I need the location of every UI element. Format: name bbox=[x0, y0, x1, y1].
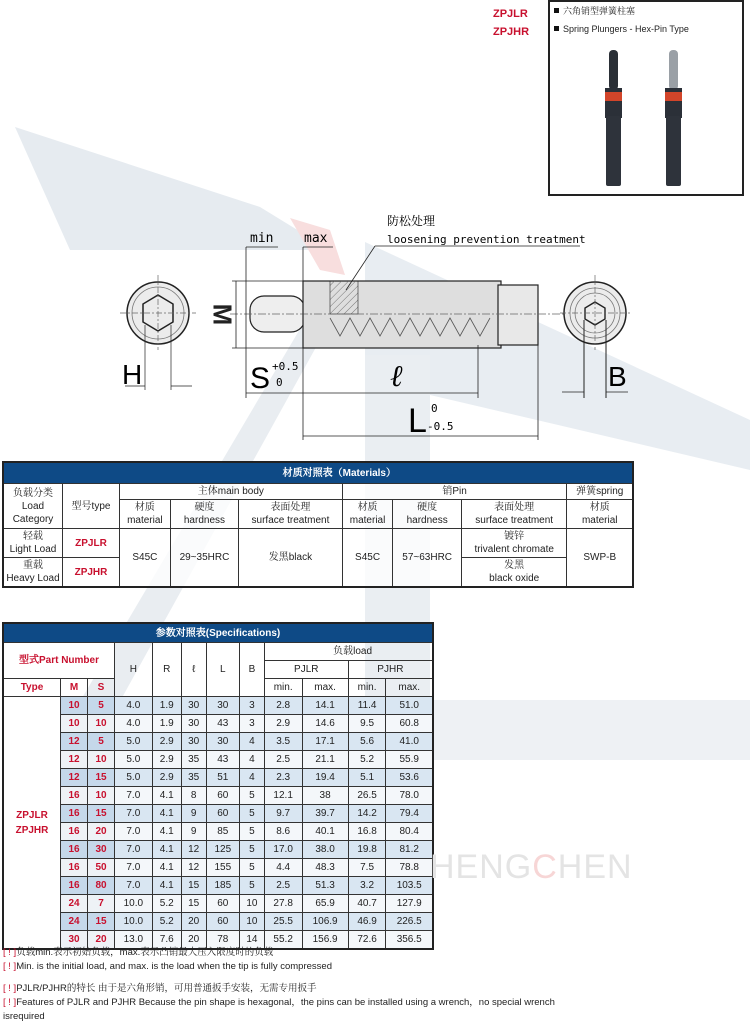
body-surface-header: 表面处理 surface treatment bbox=[239, 500, 343, 529]
watermark-logo: HENGCHEN bbox=[430, 848, 633, 886]
annotation-cn: 防松处理 bbox=[387, 214, 436, 228]
type-zpjlr: ZPJLR bbox=[63, 529, 120, 558]
value-cell: 7.0 bbox=[115, 877, 153, 895]
value-cell: 4 bbox=[240, 769, 265, 787]
value-cell: 30 bbox=[206, 733, 239, 751]
value-cell: 7.0 bbox=[115, 787, 153, 805]
body-material-header: 材质 material bbox=[120, 500, 171, 529]
m-cell: 16 bbox=[61, 787, 88, 805]
m-cell: 16 bbox=[61, 823, 88, 841]
value-cell: 3 bbox=[240, 697, 265, 715]
product-photo-box bbox=[548, 0, 744, 196]
value-cell: 35 bbox=[181, 769, 206, 787]
value-cell: 12 bbox=[181, 859, 206, 877]
spring-material: SWP-B bbox=[567, 529, 633, 588]
col-M: M bbox=[61, 679, 88, 697]
col-B: B bbox=[240, 643, 265, 697]
value-cell: 13.0 bbox=[115, 931, 153, 950]
body-hardness: 29~35HRC bbox=[170, 529, 238, 588]
value-cell: 15 bbox=[181, 877, 206, 895]
specs-title: 参数对照表(Specifications) bbox=[3, 623, 433, 643]
spring-group: 弹簧spring bbox=[567, 484, 633, 500]
s-cell: 15 bbox=[88, 805, 115, 823]
value-cell: 7.0 bbox=[115, 859, 153, 877]
value-cell: 1.9 bbox=[152, 697, 181, 715]
value-cell: 43 bbox=[206, 751, 239, 769]
table-row bbox=[3, 715, 433, 733]
value-cell: 9 bbox=[181, 823, 206, 841]
value-cell: 85 bbox=[206, 823, 239, 841]
value-cell: 5.0 bbox=[115, 751, 153, 769]
value-cell: 2.9 bbox=[152, 751, 181, 769]
value-cell: 5.2 bbox=[152, 913, 181, 931]
dim-H-label: H bbox=[122, 359, 143, 390]
pin-group: 销Pin bbox=[342, 484, 567, 500]
plunger-silver-pin bbox=[665, 50, 682, 186]
technical-drawing bbox=[0, 200, 750, 450]
value-cell: 5.6 bbox=[348, 733, 386, 751]
value-cell: 38 bbox=[302, 787, 348, 805]
value-cell: 30 bbox=[181, 733, 206, 751]
note-1-en: [ ! ]Min. is the initial load, and max. is the load when the tip is fully compressed bbox=[3, 961, 332, 972]
value-cell: 4.1 bbox=[152, 787, 181, 805]
value-cell: 156.9 bbox=[302, 931, 348, 950]
heavy-load-cell: 重载 Heavy Load bbox=[3, 558, 63, 588]
pjlr-max-header: max. bbox=[302, 679, 348, 697]
value-cell: 15 bbox=[181, 895, 206, 913]
value-cell: 5 bbox=[240, 823, 265, 841]
value-cell: 2.8 bbox=[264, 697, 302, 715]
s-cell: 30 bbox=[88, 841, 115, 859]
value-cell: 9 bbox=[181, 805, 206, 823]
value-cell: 65.9 bbox=[302, 895, 348, 913]
dim-S-label: S bbox=[250, 362, 271, 395]
m-cell: 12 bbox=[61, 733, 88, 751]
table-row bbox=[3, 877, 433, 895]
value-cell: 2.3 bbox=[264, 769, 302, 787]
value-cell: 106.9 bbox=[302, 913, 348, 931]
col-S: S bbox=[88, 679, 115, 697]
value-cell: 79.4 bbox=[386, 805, 433, 823]
pin-hardness-header: 硬度 hardness bbox=[393, 500, 461, 529]
value-cell: 5 bbox=[240, 877, 265, 895]
value-cell: 4.1 bbox=[152, 841, 181, 859]
pjhr-min-header: min. bbox=[348, 679, 386, 697]
value-cell: 5.2 bbox=[152, 895, 181, 913]
value-cell: 1.9 bbox=[152, 715, 181, 733]
product-codes bbox=[493, 5, 529, 41]
table-row bbox=[3, 751, 433, 769]
note-2-cn: [ ! ]PJLR/PJHR的特长 由于是六角形销，可用普通扳手安装，无需专用扳手 bbox=[3, 983, 317, 994]
value-cell: 185 bbox=[206, 877, 239, 895]
pin-surface-header: 表面处理 surface treatment bbox=[461, 500, 567, 529]
s-cell: 20 bbox=[88, 823, 115, 841]
value-cell: 17.0 bbox=[264, 841, 302, 859]
spring-material-header: 材质 material bbox=[567, 500, 633, 529]
value-cell: 14 bbox=[240, 931, 265, 950]
value-cell: 3.2 bbox=[348, 877, 386, 895]
value-cell: 3 bbox=[240, 715, 265, 733]
s-cell: 10 bbox=[88, 715, 115, 733]
value-cell: 8.6 bbox=[264, 823, 302, 841]
pjlr-min-header: min. bbox=[264, 679, 302, 697]
value-cell: 7.0 bbox=[115, 805, 153, 823]
value-cell: 4.0 bbox=[115, 697, 153, 715]
value-cell: 19.8 bbox=[348, 841, 386, 859]
value-cell: 20 bbox=[181, 931, 206, 950]
note-2-en: [ ! ]Features of PJLR and PJHR Because the pin shape is hexagonal，the pins can be installed using a wrench，no special wrench isrequired bbox=[3, 997, 555, 1022]
col-H: H bbox=[115, 643, 153, 697]
value-cell: 7.6 bbox=[152, 931, 181, 950]
table-row bbox=[3, 733, 433, 751]
value-cell: 5.1 bbox=[348, 769, 386, 787]
value-cell: 26.5 bbox=[348, 787, 386, 805]
light-load-cell: 轻载 Light Load bbox=[3, 529, 63, 558]
value-cell: 21.1 bbox=[302, 751, 348, 769]
value-cell: 60.8 bbox=[386, 715, 433, 733]
value-cell: 2.5 bbox=[264, 877, 302, 895]
m-cell: 24 bbox=[61, 913, 88, 931]
m-cell: 16 bbox=[61, 805, 88, 823]
value-cell: 11.4 bbox=[348, 697, 386, 715]
dim-S-tol-upper: +0.5 bbox=[272, 360, 299, 373]
pjhr-max-header: max. bbox=[386, 679, 433, 697]
s-cell: 10 bbox=[88, 787, 115, 805]
pjhr-header: PJHR bbox=[348, 661, 433, 679]
s-cell: 15 bbox=[88, 769, 115, 787]
value-cell: 3.5 bbox=[264, 733, 302, 751]
s-cell: 7 bbox=[88, 895, 115, 913]
m-cell: 24 bbox=[61, 895, 88, 913]
value-cell: 80.4 bbox=[386, 823, 433, 841]
product-photo bbox=[550, 38, 742, 188]
value-cell: 78.8 bbox=[386, 859, 433, 877]
value-cell: 4.1 bbox=[152, 859, 181, 877]
value-cell: 127.9 bbox=[386, 895, 433, 913]
m-cell: 10 bbox=[61, 715, 88, 733]
value-cell: 9.7 bbox=[264, 805, 302, 823]
part-number-header: 型式Part Number bbox=[3, 643, 115, 679]
value-cell: 5 bbox=[240, 805, 265, 823]
value-cell: 17.1 bbox=[302, 733, 348, 751]
value-cell: 41.0 bbox=[386, 733, 433, 751]
value-cell: 4.1 bbox=[152, 823, 181, 841]
value-cell: 155 bbox=[206, 859, 239, 877]
col-L: L bbox=[206, 643, 239, 697]
plunger-body bbox=[230, 281, 600, 348]
m-cell: 16 bbox=[61, 877, 88, 895]
value-cell: 40.1 bbox=[302, 823, 348, 841]
value-cell: 38.0 bbox=[302, 841, 348, 859]
value-cell: 2.5 bbox=[264, 751, 302, 769]
m-cell: 30 bbox=[61, 931, 88, 950]
value-cell: 16.8 bbox=[348, 823, 386, 841]
body-hardness-header: 硬度 hardness bbox=[170, 500, 238, 529]
pin-surface-heavy: 发黑 black oxide bbox=[461, 558, 567, 588]
table-row bbox=[3, 823, 433, 841]
value-cell: 10.0 bbox=[115, 895, 153, 913]
value-cell: 5 bbox=[240, 859, 265, 877]
materials-table bbox=[2, 461, 634, 588]
value-cell: 25.5 bbox=[264, 913, 302, 931]
pin-material: S45C bbox=[342, 529, 393, 588]
value-cell: 356.5 bbox=[386, 931, 433, 950]
table-row bbox=[3, 697, 433, 715]
value-cell: 55.2 bbox=[264, 931, 302, 950]
value-cell: 20 bbox=[181, 913, 206, 931]
label-max: max bbox=[304, 231, 328, 246]
code-zpjlr: ZPJLR bbox=[493, 8, 528, 20]
dim-M-label: M bbox=[207, 303, 238, 326]
dim-l-label: ℓ bbox=[390, 360, 403, 393]
dim-B-label: B bbox=[608, 361, 627, 392]
value-cell: 14.6 bbox=[302, 715, 348, 733]
value-cell: 12 bbox=[181, 841, 206, 859]
value-cell: 7.5 bbox=[348, 859, 386, 877]
col-type: Type bbox=[3, 679, 61, 697]
value-cell: 103.5 bbox=[386, 877, 433, 895]
value-cell: 81.2 bbox=[386, 841, 433, 859]
value-cell: 48.3 bbox=[302, 859, 348, 877]
pin-surface-light: 镀锌 trivalent chromate bbox=[461, 529, 567, 558]
value-cell: 10.0 bbox=[115, 913, 153, 931]
value-cell: 78.0 bbox=[386, 787, 433, 805]
table-row bbox=[3, 841, 433, 859]
load-category-header: 负载分类 Load Category bbox=[3, 484, 63, 529]
type-cell: ZPJLR ZPJHR bbox=[3, 697, 61, 950]
code-zpjhr: ZPJHR bbox=[493, 26, 530, 38]
value-cell: 5.0 bbox=[115, 733, 153, 751]
value-cell: 60 bbox=[206, 913, 239, 931]
main-body-group: 主体main body bbox=[120, 484, 343, 500]
value-cell: 46.9 bbox=[348, 913, 386, 931]
m-cell: 12 bbox=[61, 769, 88, 787]
table-row bbox=[3, 859, 433, 877]
value-cell: 14.1 bbox=[302, 697, 348, 715]
value-cell: 19.4 bbox=[302, 769, 348, 787]
value-cell: 8 bbox=[181, 787, 206, 805]
value-cell: 51.0 bbox=[386, 697, 433, 715]
table-row bbox=[3, 913, 433, 931]
value-cell: 43 bbox=[206, 715, 239, 733]
value-cell: 9.5 bbox=[348, 715, 386, 733]
materials-title: 材质对照表（Materials） bbox=[3, 462, 633, 484]
specifications-table bbox=[2, 622, 434, 950]
value-cell: 125 bbox=[206, 841, 239, 859]
label-min: min bbox=[250, 231, 274, 246]
value-cell: 60 bbox=[206, 787, 239, 805]
value-cell: 5.0 bbox=[115, 769, 153, 787]
s-cell: 50 bbox=[88, 859, 115, 877]
dim-S-tol-lower: 0 bbox=[276, 376, 283, 389]
value-cell: 5 bbox=[240, 841, 265, 859]
value-cell: 51 bbox=[206, 769, 239, 787]
value-cell: 27.8 bbox=[264, 895, 302, 913]
pin-hardness: 57~63HRC bbox=[393, 529, 461, 588]
s-cell: 15 bbox=[88, 913, 115, 931]
m-cell: 16 bbox=[61, 859, 88, 877]
value-cell: 4.4 bbox=[264, 859, 302, 877]
title-cn: 六角销型弹簧柱塞 bbox=[550, 2, 742, 20]
s-cell: 10 bbox=[88, 751, 115, 769]
value-cell: 72.6 bbox=[348, 931, 386, 950]
table-row bbox=[3, 805, 433, 823]
load-group-header: 负载load bbox=[264, 643, 433, 661]
value-cell: 4.1 bbox=[152, 805, 181, 823]
value-cell: 2.9 bbox=[152, 769, 181, 787]
value-cell: 53.6 bbox=[386, 769, 433, 787]
col-R: R bbox=[152, 643, 181, 697]
value-cell: 40.7 bbox=[348, 895, 386, 913]
value-cell: 4 bbox=[240, 733, 265, 751]
m-cell: 16 bbox=[61, 841, 88, 859]
value-cell: 7.0 bbox=[115, 841, 153, 859]
value-cell: 35 bbox=[181, 751, 206, 769]
value-cell: 226.5 bbox=[386, 913, 433, 931]
pin-material-header: 材质 material bbox=[342, 500, 393, 529]
dim-L-tol-upper: 0 bbox=[431, 402, 438, 415]
value-cell: 4.1 bbox=[152, 877, 181, 895]
s-cell: 5 bbox=[88, 733, 115, 751]
plunger-black bbox=[605, 50, 622, 186]
value-cell: 12.1 bbox=[264, 787, 302, 805]
value-cell: 7.0 bbox=[115, 823, 153, 841]
table-row bbox=[3, 787, 433, 805]
m-cell: 10 bbox=[61, 697, 88, 715]
value-cell: 5 bbox=[240, 787, 265, 805]
value-cell: 55.9 bbox=[386, 751, 433, 769]
notes bbox=[3, 946, 563, 1024]
value-cell: 5.2 bbox=[348, 751, 386, 769]
table-row bbox=[3, 895, 433, 913]
s-cell: 20 bbox=[88, 931, 115, 950]
s-cell: 80 bbox=[88, 877, 115, 895]
title-en: Spring Plungers - Hex-Pin Type bbox=[550, 20, 742, 38]
annotation-en: loosening prevention treatment bbox=[387, 233, 586, 246]
dim-L-label: L bbox=[408, 402, 427, 440]
value-cell: 60 bbox=[206, 805, 239, 823]
value-cell: 2.9 bbox=[264, 715, 302, 733]
value-cell: 60 bbox=[206, 895, 239, 913]
note-1-cn: [ ! ]负载min.表示初始负载，max.表示凸销最大压入限度时的负载 bbox=[3, 947, 274, 958]
dim-L-tol-lower: -0.5 bbox=[427, 420, 454, 433]
pjlr-header: PJLR bbox=[264, 661, 348, 679]
value-cell: 14.2 bbox=[348, 805, 386, 823]
value-cell: 4.0 bbox=[115, 715, 153, 733]
s-cell: 5 bbox=[88, 697, 115, 715]
body-surface: 发黑black bbox=[239, 529, 343, 588]
value-cell: 39.7 bbox=[302, 805, 348, 823]
value-cell: 2.9 bbox=[152, 733, 181, 751]
value-cell: 78 bbox=[206, 931, 239, 950]
value-cell: 30 bbox=[206, 697, 239, 715]
body-material: S45C bbox=[120, 529, 171, 588]
value-cell: 51.3 bbox=[302, 877, 348, 895]
value-cell: 10 bbox=[240, 895, 265, 913]
value-cell: 10 bbox=[240, 913, 265, 931]
col-l: ℓ bbox=[181, 643, 206, 697]
table-row bbox=[3, 769, 433, 787]
value-cell: 30 bbox=[181, 715, 206, 733]
value-cell: 4 bbox=[240, 751, 265, 769]
m-cell: 12 bbox=[61, 751, 88, 769]
value-cell: 30 bbox=[181, 697, 206, 715]
type-header: 型号type bbox=[63, 484, 120, 529]
type-zpjhr: ZPJHR bbox=[63, 558, 120, 588]
